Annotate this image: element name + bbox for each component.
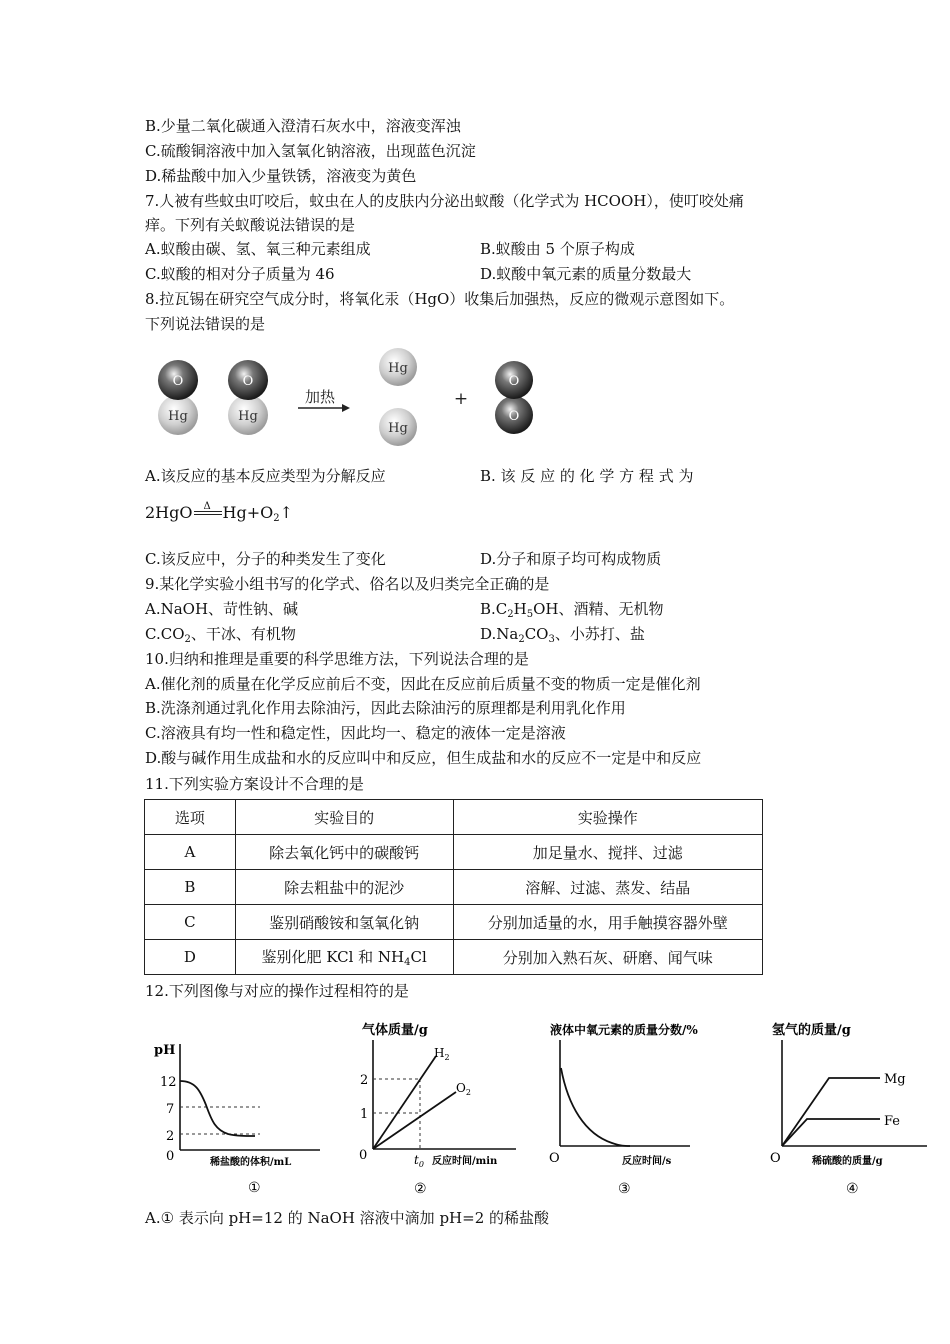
svg-text:7: 7	[166, 1102, 175, 1117]
table-row	[145, 905, 763, 940]
table-header-cell: 实验操作	[453, 800, 762, 835]
table-cell: D	[145, 940, 236, 975]
table-cell: A	[145, 835, 236, 870]
svg-text:稀盐酸的体积/mL: 稀盐酸的体积/mL	[210, 1157, 292, 1168]
table-row	[145, 870, 763, 905]
q10-option-b: B.洗涤剂通过乳化作用去除油污，因此去除油污的原理都是利用乳化作用	[145, 699, 626, 717]
q8-equation: 2HgO Δ $Hg+O_2↑$	[145, 500, 293, 524]
q12-stem: 12.下列图像与对应的操作过程相符的是	[145, 982, 409, 1000]
svg-text:反应时间/s: 反应时间/s	[622, 1156, 672, 1167]
q7-option-b: B.蚁酸由 5 个原子构成	[480, 240, 635, 258]
table-row	[145, 940, 763, 975]
svg-text:Hg: Hg	[388, 421, 408, 436]
svg-text:O2: $O_2$	[456, 1081, 471, 1097]
svg-text:Hg: Hg	[168, 409, 188, 424]
svg-text:H2: $H_2$	[434, 1046, 450, 1062]
q8-stem-cont: 下列说法错误的是	[145, 315, 266, 333]
svg-text:Hg: Hg	[238, 409, 258, 424]
q8-option-c: C.该反应中，分子的种类发生了变化	[145, 550, 386, 568]
table-cell: 溶解、过滤、蒸发、结晶	[453, 870, 762, 905]
q9-option-a: A.NaOH、苛性钠、碱	[145, 600, 299, 618]
svg-text:O: O	[508, 409, 520, 424]
q7-option-a: A.蚁酸由碳、氢、氧三种元素组成	[145, 240, 371, 258]
table-row	[145, 835, 763, 870]
graph-1	[150, 1030, 330, 1195]
svg-text:O: O	[508, 374, 520, 389]
table-cell: 鉴别化肥 KCl 和 $NH_4Cl$	[235, 940, 453, 975]
svg-text:③: ③	[618, 1181, 631, 1196]
svg-text:Hg: Hg	[388, 361, 408, 376]
svg-text:2: 2	[166, 1129, 175, 1144]
svg-text:O: O	[549, 1151, 560, 1166]
q10-option-a: A.催化剂的质量在化学反应前后不变，因此在反应前后质量不变的物质一定是催化剂	[145, 675, 701, 693]
svg-text:O: O	[242, 374, 254, 389]
hgo-molecule	[158, 360, 198, 435]
q10-option-d: D.酸与碱作用生成盐和水的反应叫中和反应，但生成盐和水的反应不一定是中和反应	[145, 749, 702, 767]
q8-option-d: D.分子和原子均可构成物质	[480, 550, 662, 568]
svg-text:②: ②	[414, 1181, 427, 1196]
svg-text:液体中氧元素的质量分数/%: 液体中氧元素的质量分数/%	[550, 1023, 698, 1037]
q7-option-d: D.蚁酸中氧元素的质量分数最大	[480, 265, 692, 283]
plus-sign: +	[453, 389, 469, 409]
reaction-diagram	[140, 340, 560, 455]
q6-option-d: D.稀盐酸中加入少量铁锈，溶液变为黄色	[145, 167, 417, 185]
o2-molecule	[495, 361, 533, 434]
q7-option-c: C.蚁酸的相对分子质量为 46	[145, 265, 335, 283]
table-cell: B	[145, 870, 236, 905]
heating-arrow	[298, 388, 350, 412]
svg-text:2: 2	[360, 1073, 369, 1088]
table-cell: 除去粗盐中的泥沙	[235, 870, 453, 905]
svg-text:Mg: Mg	[884, 1072, 906, 1087]
table-cell: C	[145, 905, 236, 940]
q9-option-d: $D.Na_2CO_3$、小苏打、盐	[480, 625, 645, 645]
svg-text:稀硫酸的质量/g: 稀硫酸的质量/g	[812, 1156, 883, 1167]
q9-stem: 9.某化学实验小组书写的化学式、俗名以及归类完全正确的是	[145, 575, 550, 593]
svg-text:氢气的质量/g: 氢气的质量/g	[772, 1023, 851, 1038]
table-header-cell: 选项	[145, 800, 236, 835]
table-cell: 加足量水、搅拌、过滤	[453, 835, 762, 870]
graph-4	[762, 1016, 942, 1196]
q10-stem: 10.归纳和推理是重要的科学思维方法，下列说法合理的是	[145, 650, 529, 668]
svg-text:①: ①	[248, 1180, 261, 1195]
q6-option-c: C.硫酸铜溶液中加入氢氧化钠溶液，出现蓝色沉淀	[145, 142, 476, 160]
svg-text:1: 1	[360, 1107, 369, 1122]
q8-option-b: B. 该 反 应 的 化 学 方 程 式 为	[480, 467, 694, 485]
svg-text:O: O	[172, 374, 184, 389]
svg-text:气体质量/g: 气体质量/g	[362, 1023, 428, 1038]
q12-option-a: A.① 表示向 pH=12 的 NaOH 溶液中滴加 pH=2 的稀盐酸	[145, 1209, 550, 1227]
table-cell: 鉴别硝酸铵和氢氧化钠	[235, 905, 453, 940]
q11-stem: 11.下列实验方案设计不合理的是	[145, 775, 364, 793]
table-header-row	[145, 800, 763, 835]
svg-text:0: 0	[166, 1149, 175, 1164]
table-cell: 分别加适量的水，用手触摸容器外壁	[453, 905, 762, 940]
table-header-cell: 实验目的	[235, 800, 453, 835]
q8-option-a: A.该反应的基本反应类型为分解反应	[145, 467, 386, 485]
q9-option-b: $B.C_2H_5OH$、酒精、无机物	[480, 600, 664, 620]
svg-text:0: 0	[359, 1148, 368, 1163]
q8-stem: 8.拉瓦锡在研究空气成分时，将氧化汞（HgO）收集后加强热，反应的微观示意图如下。	[145, 290, 735, 308]
hg-atom	[379, 348, 417, 386]
graph-2	[348, 1016, 523, 1196]
experiment-table	[144, 799, 763, 975]
graph-3	[540, 1016, 735, 1196]
q7-stem: 7.人被有些蚊虫叮咬后，蚊虫在人的皮肤内分泌出蚁酸（化学式为 HCOOH），使叮咬处痛	[145, 192, 744, 210]
svg-text:O: O	[770, 1151, 781, 1166]
graph-1-ylabel: pH	[154, 1043, 176, 1058]
svg-text:加热: 加热	[304, 388, 336, 406]
hg-atom	[379, 408, 417, 446]
svg-text:t0: $t_0$	[414, 1153, 424, 1169]
table-cell: 分别加入熟石灰、研磨、闻气味	[453, 940, 762, 975]
q9-option-c: $C.CO_2$、干冰、有机物	[145, 625, 296, 645]
svg-text:12: 12	[160, 1075, 177, 1090]
q10-option-c: C.溶液具有均一性和稳定性，因此均一、稳定的液体一定是溶液	[145, 724, 566, 742]
q6-option-b: B.少量二氧化碳通入澄清石灰水中，溶液变浑浊	[145, 117, 461, 135]
svg-text:反应时间/min: 反应时间/min	[432, 1156, 498, 1167]
hgo-molecule	[228, 360, 268, 435]
q7-stem-cont: 痒。下列有关蚁酸说法错误的是	[145, 216, 356, 234]
svg-text:④: ④	[846, 1181, 859, 1196]
svg-text:Fe: Fe	[884, 1114, 901, 1129]
table-cell: 除去氧化钙中的碳酸钙	[235, 835, 453, 870]
